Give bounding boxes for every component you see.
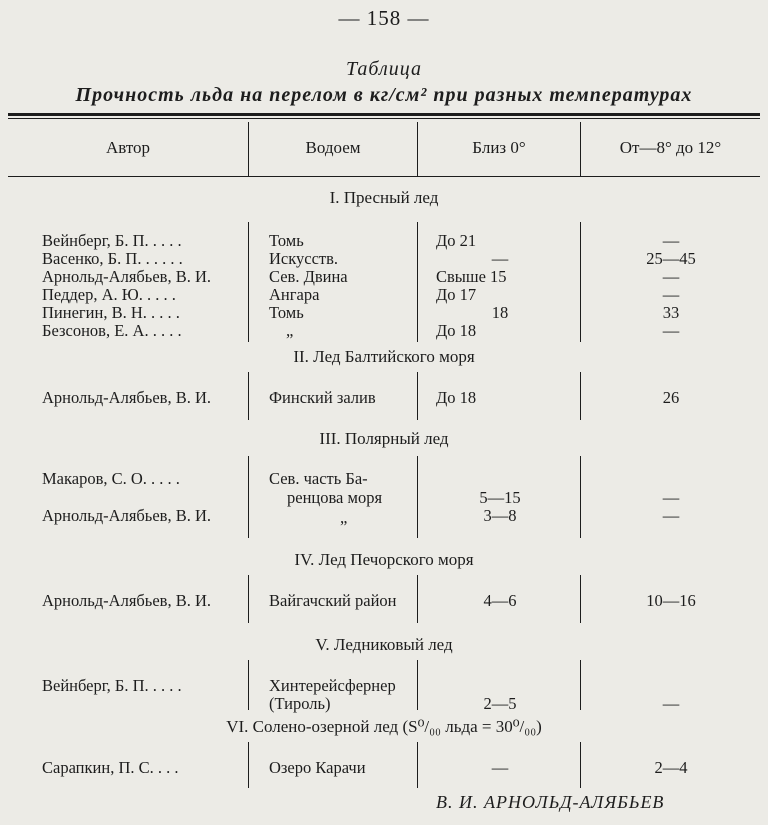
column-divider (580, 372, 581, 420)
water-body-cell: Озеро Карачи (269, 758, 366, 777)
column-divider (417, 575, 418, 623)
column-divider (417, 660, 418, 710)
column-divider (248, 222, 249, 342)
page-number: — 158 — (338, 6, 430, 30)
water-body-cell: Сев. часть Ба- (269, 469, 368, 488)
cold-cell: 2—4 (654, 758, 688, 777)
column-divider (248, 575, 249, 623)
near-zero-cell: До 18 (436, 321, 477, 340)
table-top-rule-thick (8, 113, 760, 116)
header-author: Автор (105, 138, 151, 157)
header-water-body: Водоем (305, 138, 361, 157)
cold-cell: 33 (662, 303, 680, 322)
section-title: III. Полярный лед (319, 429, 449, 448)
author-cell: Арнольд-Алябьев, В. И. (42, 506, 211, 525)
water-body-cell: Ангара (269, 285, 320, 304)
cold-cell: 10—16 (646, 591, 696, 610)
author-signature: В. И. АРНОЛЬД-АЛЯБЬЕВ (436, 792, 665, 812)
water-body-cell: (Тироль) (269, 694, 331, 713)
water-body-cell: „ (286, 321, 294, 340)
section-title: IV. Лед Печорского моря (294, 550, 474, 569)
author-cell: Макаров, С. О. . . . . (42, 469, 180, 488)
cold-cell: — (662, 506, 680, 525)
water-body-cell: ренцова моря (287, 488, 383, 507)
water-body-cell: Томь (269, 303, 304, 322)
author-cell: Васенко, Б. П. . . . . . (42, 249, 183, 268)
cold-cell: — (662, 285, 680, 304)
author-cell: Вейнберг, Б. П. . . . . (42, 676, 182, 695)
cold-cell: — (662, 694, 680, 713)
column-divider (248, 660, 249, 710)
column-divider (580, 575, 581, 623)
near-zero-cell: 4—6 (483, 591, 517, 610)
near-zero-cell: 2—5 (483, 694, 517, 713)
column-divider (417, 456, 418, 538)
near-zero-cell: 18 (491, 303, 509, 322)
section-title: V. Ледниковый лед (315, 635, 453, 654)
column-divider (580, 660, 581, 710)
near-zero-cell: 5—15 (479, 488, 521, 507)
author-cell: Вейнберг, Б. П. . . . . (42, 231, 182, 250)
author-cell: Арнольд-Алябьев, В. И. (42, 267, 211, 286)
author-cell: Арнольд-Алябьев, В. И. (42, 591, 211, 610)
column-divider (248, 742, 249, 788)
author-cell: Пинегин, В. Н. . . . . (42, 303, 180, 322)
column-divider (580, 222, 581, 342)
cold-cell: 26 (662, 388, 680, 407)
cold-cell: 25—45 (646, 249, 696, 268)
table-label: Таблица (346, 58, 422, 80)
near-zero-cell: До 21 (436, 231, 477, 250)
column-divider (417, 372, 418, 420)
table-top-rule-thin (8, 118, 760, 119)
section-title: VI. Солено-озерной лед (S⁰/₀₀ льда = 30⁰/₀₀) (226, 717, 542, 736)
water-body-cell: Вайгачский район (269, 591, 397, 610)
near-zero-cell: 3—8 (483, 506, 517, 525)
column-divider (417, 742, 418, 788)
water-body-cell: „ (340, 508, 348, 527)
water-body-cell: Сев. Двина (269, 267, 348, 286)
cold-cell: — (662, 321, 680, 340)
column-divider (248, 372, 249, 420)
cold-cell: — (662, 488, 680, 507)
header-cold: От—8° до 12° (619, 138, 722, 157)
water-body-cell: Искусств. (269, 249, 339, 268)
author-cell: Сарапкин, П. С. . . . (42, 758, 179, 777)
cold-cell: — (662, 267, 680, 286)
water-body-cell: Хинтерейсфернер (269, 676, 396, 695)
column-divider (580, 456, 581, 538)
column-divider (248, 456, 249, 538)
near-zero-cell: — (491, 758, 509, 777)
author-cell: Педдер, А. Ю. . . . . (42, 285, 176, 304)
column-divider (417, 222, 418, 342)
near-zero-cell: До 18 (436, 388, 477, 407)
section-title: II. Лед Балтийского моря (293, 347, 475, 366)
header-near-zero: Близ 0° (472, 138, 526, 157)
section-title: I. Пресный лед (329, 188, 439, 207)
near-zero-cell: До 17 (436, 285, 477, 304)
column-divider (580, 742, 581, 788)
cold-cell: — (662, 231, 680, 250)
author-cell: Арнольд-Алябьев, В. И. (42, 388, 211, 407)
water-body-cell: Финский залив (269, 388, 376, 407)
water-body-cell: Томь (269, 231, 304, 250)
near-zero-cell: Свыше 15 (436, 267, 507, 286)
header-bottom-rule (8, 176, 760, 177)
table-title: Прочность льда на перелом в кг/см² при разных температурах (75, 84, 693, 106)
author-cell: Безсонов, Е. А. . . . . (42, 321, 182, 340)
near-zero-cell: — (491, 249, 509, 268)
